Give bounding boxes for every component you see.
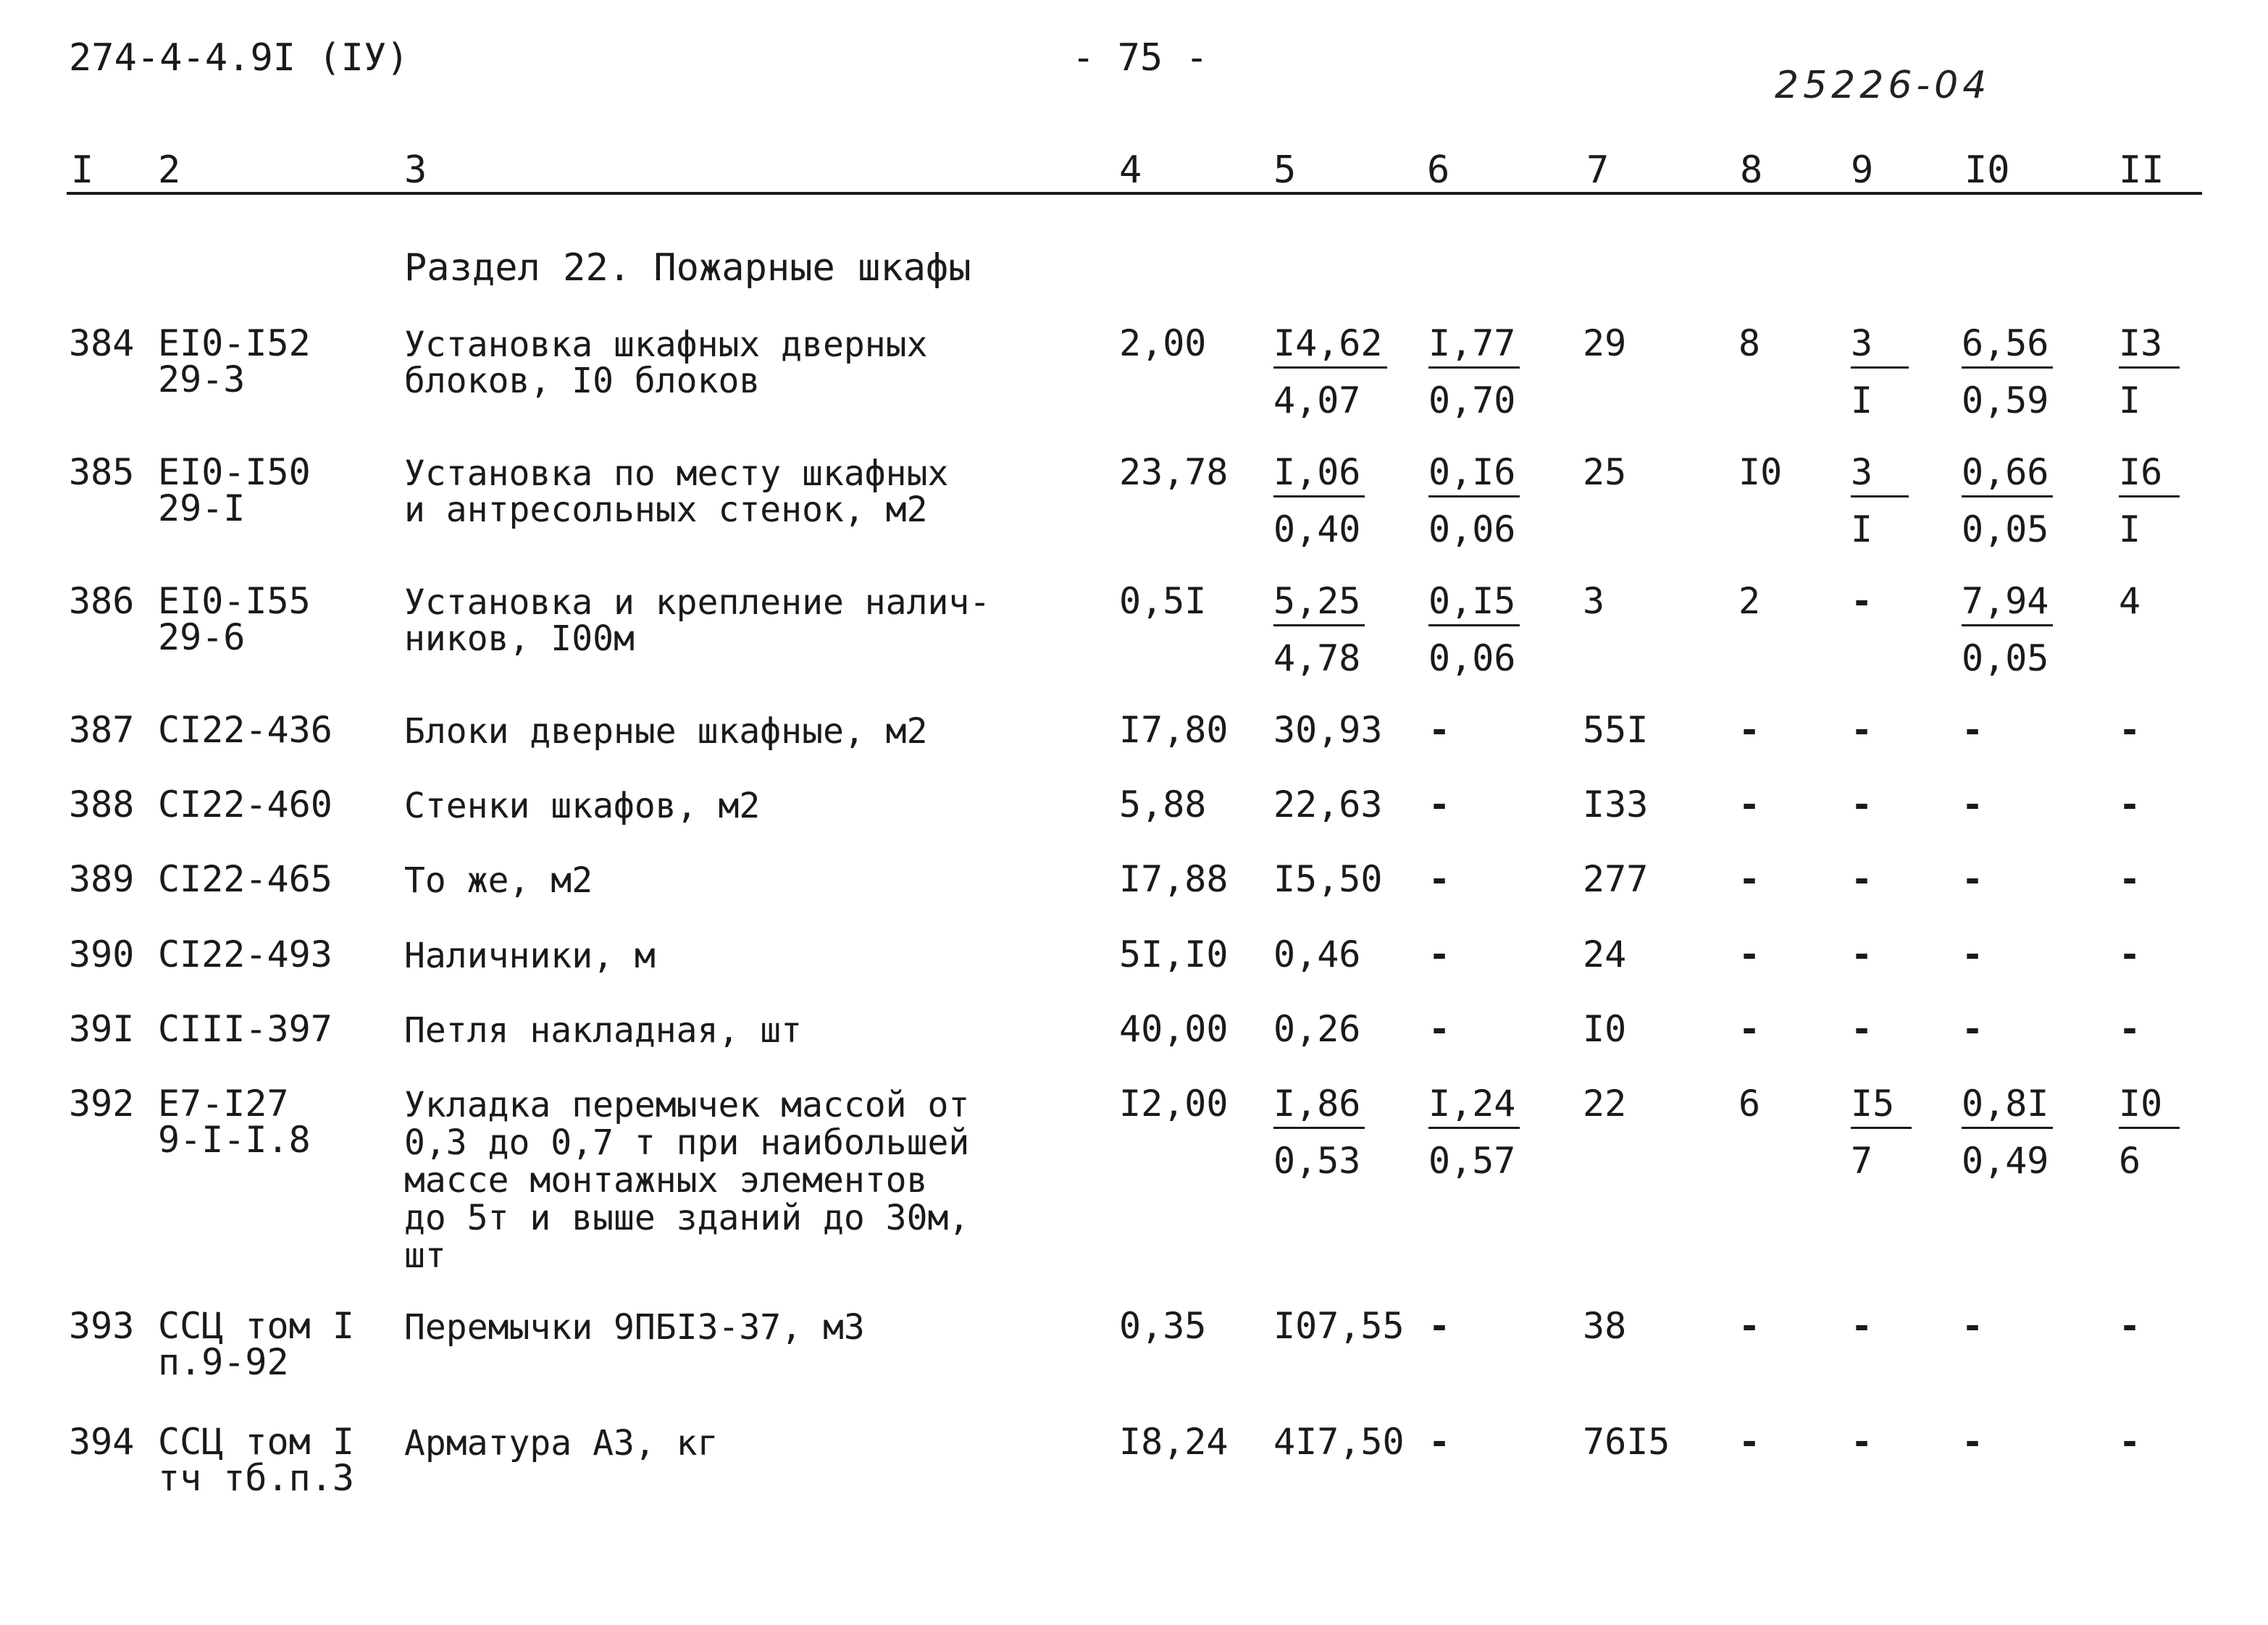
row-description-line: Блоки дверные шкафные, м2 bbox=[404, 711, 928, 752]
fraction-numerator: I,06 bbox=[1273, 453, 1365, 497]
fraction-denominator: 4,78 bbox=[1273, 637, 1361, 679]
row-number: 385 bbox=[69, 451, 135, 493]
fraction-numerator: 0,I6 bbox=[1428, 453, 1520, 497]
fraction-numerator: I,24 bbox=[1428, 1085, 1520, 1129]
document-code: 274-4-4.9I (IУ) bbox=[69, 36, 409, 80]
fraction-numerator: I3 bbox=[2119, 324, 2180, 369]
row-description-line: до 5т и выше зданий до 30м, bbox=[404, 1198, 970, 1238]
cell-col4: 5I,I0 bbox=[1119, 933, 1229, 975]
cell-col11: - bbox=[2119, 933, 2141, 975]
row-number: 393 bbox=[69, 1305, 135, 1347]
row-code-line: 29-6 bbox=[158, 616, 246, 658]
row-code-line: п.9-92 bbox=[158, 1341, 289, 1383]
cell-col10-fraction bbox=[1962, 324, 2053, 419]
cell-col5: I07,55 bbox=[1273, 1305, 1405, 1347]
column-header: 7 bbox=[1586, 148, 1610, 192]
cell-col9: - bbox=[1851, 580, 1873, 622]
cell-col8: - bbox=[1738, 784, 1761, 826]
fraction-denominator: I bbox=[1851, 508, 1873, 550]
header-rule bbox=[67, 192, 2202, 195]
cell-col6: - bbox=[1428, 1305, 1451, 1347]
row-description-line: ников, I00м bbox=[404, 618, 635, 659]
fraction-denominator: I bbox=[2119, 379, 2141, 421]
fraction-numerator: 5,25 bbox=[1273, 582, 1365, 626]
cell-col7: 29 bbox=[1583, 322, 1627, 364]
cell-col11-fraction bbox=[2119, 324, 2180, 419]
column-header: 2 bbox=[158, 148, 181, 192]
cell-col9: - bbox=[1851, 933, 1873, 975]
cell-col7: I0 bbox=[1583, 1008, 1627, 1050]
cell-col11: - bbox=[2119, 709, 2141, 751]
row-code-line: EI0-I52 bbox=[158, 322, 311, 364]
cell-col9-fraction bbox=[1851, 453, 1909, 548]
cell-col7: 277 bbox=[1583, 858, 1649, 900]
row-description-line: Наличники, м bbox=[404, 936, 656, 976]
fraction-numerator: 7,94 bbox=[1962, 582, 2053, 626]
cell-col9: - bbox=[1851, 709, 1873, 751]
cell-col7: 38 bbox=[1583, 1305, 1627, 1347]
cell-col8: 8 bbox=[1738, 322, 1761, 364]
column-header: 8 bbox=[1740, 148, 1763, 192]
cell-col8: 6 bbox=[1738, 1083, 1761, 1125]
cell-col9: - bbox=[1851, 784, 1873, 826]
column-header: 4 bbox=[1119, 148, 1142, 192]
row-code-line: CI22-465 bbox=[158, 858, 332, 900]
row-number: 394 bbox=[69, 1421, 135, 1463]
cell-col4: 40,00 bbox=[1119, 1008, 1229, 1050]
cell-col8: - bbox=[1738, 709, 1761, 751]
column-header: 3 bbox=[404, 148, 427, 192]
cell-col4: I7,80 bbox=[1119, 709, 1229, 751]
fraction-denominator: 0,53 bbox=[1273, 1140, 1361, 1182]
row-description-line: То же, м2 bbox=[404, 860, 593, 901]
cell-col8: 2 bbox=[1738, 580, 1761, 622]
cell-col10: - bbox=[1962, 933, 1984, 975]
cell-col4: 23,78 bbox=[1119, 451, 1229, 493]
cell-col5: 4I7,50 bbox=[1273, 1421, 1405, 1463]
cell-col9: - bbox=[1851, 1421, 1873, 1463]
row-code-line: 29-3 bbox=[158, 358, 246, 400]
row-description-line: 0,3 до 0,7 т при наибольшей bbox=[404, 1122, 970, 1163]
handwritten-code: 25226-04 bbox=[1775, 64, 1991, 107]
row-description-line: Перемычки 9ПБI3-37, м3 bbox=[404, 1307, 865, 1348]
row-number: 39I bbox=[69, 1008, 135, 1050]
fraction-denominator: 4,07 bbox=[1273, 379, 1361, 421]
cell-col4: 5,88 bbox=[1119, 784, 1207, 826]
cell-col5-fraction bbox=[1273, 324, 1387, 419]
cell-col8: - bbox=[1738, 1305, 1761, 1347]
cell-col11-fraction bbox=[2119, 453, 2180, 548]
cell-col7: 25 bbox=[1583, 451, 1627, 493]
row-description-line: Установка шкафных дверных bbox=[404, 324, 928, 365]
row-description-line: Петля накладная, шт bbox=[404, 1010, 803, 1051]
cell-col6-fraction bbox=[1428, 1085, 1520, 1180]
cell-col11: - bbox=[2119, 1008, 2141, 1050]
cell-col10: - bbox=[1962, 858, 1984, 900]
cell-col7: 76I5 bbox=[1583, 1421, 1670, 1463]
fraction-numerator: I4,62 bbox=[1273, 324, 1387, 369]
row-number: 384 bbox=[69, 322, 135, 364]
cell-col11: - bbox=[2119, 1305, 2141, 1347]
fraction-numerator: I6 bbox=[2119, 453, 2180, 497]
fraction-denominator: 0,59 bbox=[1962, 379, 2049, 421]
fraction-numerator: 6,56 bbox=[1962, 324, 2053, 369]
row-code-line: CI22-493 bbox=[158, 933, 332, 975]
cell-col8: - bbox=[1738, 1008, 1761, 1050]
column-header: 5 bbox=[1273, 148, 1297, 192]
cell-col6-fraction bbox=[1428, 453, 1520, 548]
fraction-numerator: I5 bbox=[1851, 1085, 1912, 1129]
row-number: 392 bbox=[69, 1083, 135, 1125]
cell-col4: I7,88 bbox=[1119, 858, 1229, 900]
row-description-line: Укладка перемычек массой от bbox=[404, 1085, 970, 1125]
cell-col6: - bbox=[1428, 858, 1451, 900]
cell-col10: - bbox=[1962, 1305, 1984, 1347]
cell-col7: 22 bbox=[1583, 1083, 1627, 1125]
cell-col10-fraction bbox=[1962, 582, 2053, 677]
fraction-numerator: 3 bbox=[1851, 324, 1909, 369]
cell-col9-fraction bbox=[1851, 1085, 1912, 1180]
cell-col10: - bbox=[1962, 1421, 1984, 1463]
row-number: 388 bbox=[69, 784, 135, 826]
row-code-line: EI0-I50 bbox=[158, 451, 311, 493]
cell-col7: 55I bbox=[1583, 709, 1649, 751]
cell-col10: - bbox=[1962, 1008, 1984, 1050]
cell-col10: - bbox=[1962, 784, 1984, 826]
cell-col4: 2,00 bbox=[1119, 322, 1207, 364]
row-code-line: 9-I-I.8 bbox=[158, 1119, 311, 1161]
cell-col5-fraction bbox=[1273, 453, 1365, 548]
fraction-numerator: I,77 bbox=[1428, 324, 1520, 369]
cell-col6-fraction bbox=[1428, 582, 1520, 677]
row-code-line: ССЦ том I bbox=[158, 1305, 354, 1347]
row-code-line: CI22-436 bbox=[158, 709, 332, 751]
cell-col9: - bbox=[1851, 858, 1873, 900]
row-code-line: ССЦ том I bbox=[158, 1421, 354, 1463]
cell-col11: - bbox=[2119, 1421, 2141, 1463]
cell-col4: I8,24 bbox=[1119, 1421, 1229, 1463]
row-description-line: Арматура А3, кг bbox=[404, 1423, 719, 1464]
cell-col7: 3 bbox=[1583, 580, 1605, 622]
cell-col11: - bbox=[2119, 784, 2141, 826]
cell-col4: I2,00 bbox=[1119, 1083, 1229, 1125]
column-header: 9 bbox=[1851, 148, 1874, 192]
section-title: Раздел 22. Пожарные шкафы bbox=[404, 246, 971, 290]
cell-col5-fraction bbox=[1273, 1085, 1365, 1180]
row-code-line: 29-I bbox=[158, 487, 246, 529]
cell-col10-fraction bbox=[1962, 1085, 2053, 1180]
row-code-line: тч тб.п.3 bbox=[158, 1457, 354, 1499]
cell-col5-fraction bbox=[1273, 582, 1365, 677]
cell-col5: 0,46 bbox=[1273, 933, 1361, 975]
fraction-numerator: I,86 bbox=[1273, 1085, 1365, 1129]
row-code-line: CIII-397 bbox=[158, 1008, 332, 1050]
cell-col7: I33 bbox=[1583, 784, 1649, 826]
cell-col10-fraction bbox=[1962, 453, 2053, 548]
cell-col5: 0,26 bbox=[1273, 1008, 1361, 1050]
cell-col9-fraction bbox=[1851, 324, 1909, 419]
cell-col6: - bbox=[1428, 1008, 1451, 1050]
cell-col9: - bbox=[1851, 1008, 1873, 1050]
cell-col5: 22,63 bbox=[1273, 784, 1383, 826]
row-code-line: CI22-460 bbox=[158, 784, 332, 826]
cell-col6: - bbox=[1428, 1421, 1451, 1463]
row-code-line: E7-I27 bbox=[158, 1083, 289, 1125]
cell-col11-fraction bbox=[2119, 1085, 2180, 1180]
row-number: 386 bbox=[69, 580, 135, 622]
cell-col8: - bbox=[1738, 1421, 1761, 1463]
row-description-line: блоков, I0 блоков bbox=[404, 361, 761, 401]
fraction-denominator: 0,06 bbox=[1428, 508, 1516, 550]
fraction-numerator: 0,66 bbox=[1962, 453, 2053, 497]
cell-col6: - bbox=[1428, 933, 1451, 975]
row-number: 390 bbox=[69, 933, 135, 975]
row-description-line: шт bbox=[404, 1235, 446, 1276]
column-header: II bbox=[2119, 148, 2164, 192]
cell-col6: - bbox=[1428, 709, 1451, 751]
cell-col5: I5,50 bbox=[1273, 858, 1383, 900]
cell-col6: - bbox=[1428, 784, 1451, 826]
row-description-line: массе монтажных элементов bbox=[404, 1160, 928, 1201]
fraction-denominator: 6 bbox=[2119, 1140, 2141, 1182]
cell-col8: - bbox=[1738, 933, 1761, 975]
cell-col7: 24 bbox=[1583, 933, 1627, 975]
row-description-line: и антресольных стенок, м2 bbox=[404, 490, 928, 530]
fraction-denominator: 0,05 bbox=[1962, 508, 2049, 550]
fraction-denominator: 0,05 bbox=[1962, 637, 2049, 679]
column-header: I0 bbox=[1964, 148, 2010, 192]
column-header: 6 bbox=[1427, 148, 1450, 192]
cell-col11: - bbox=[2119, 858, 2141, 900]
cell-col5: 30,93 bbox=[1273, 709, 1383, 751]
cell-col4: 0,35 bbox=[1119, 1305, 1207, 1347]
fraction-numerator: 3 bbox=[1851, 453, 1909, 497]
column-header: I bbox=[71, 148, 94, 192]
fraction-denominator: 0,70 bbox=[1428, 379, 1516, 421]
fraction-denominator: 0,06 bbox=[1428, 637, 1516, 679]
row-number: 389 bbox=[69, 858, 135, 900]
fraction-denominator: 0,57 bbox=[1428, 1140, 1516, 1182]
fraction-numerator: I0 bbox=[2119, 1085, 2180, 1129]
cell-col6-fraction bbox=[1428, 324, 1520, 419]
page-number: - 75 - bbox=[1072, 36, 1208, 80]
cell-col8: - bbox=[1738, 858, 1761, 900]
row-code-line: EI0-I55 bbox=[158, 580, 311, 622]
fraction-numerator: 0,8I bbox=[1962, 1085, 2053, 1129]
fraction-denominator: I bbox=[1851, 379, 1873, 421]
fraction-denominator: 0,40 bbox=[1273, 508, 1361, 550]
cell-col11: 4 bbox=[2119, 580, 2141, 622]
cell-col8: I0 bbox=[1738, 451, 1783, 493]
fraction-denominator: I bbox=[2119, 508, 2141, 550]
cell-col9: - bbox=[1851, 1305, 1873, 1347]
row-description-line: Стенки шкафов, м2 bbox=[404, 786, 761, 826]
fraction-numerator: 0,I5 bbox=[1428, 582, 1520, 626]
row-number: 387 bbox=[69, 709, 135, 751]
fraction-denominator: 0,49 bbox=[1962, 1140, 2049, 1182]
row-description-line: Установка и крепление налич- bbox=[404, 582, 991, 623]
row-description-line: Установка по месту шкафных bbox=[404, 453, 949, 494]
cell-col4: 0,5I bbox=[1119, 580, 1207, 622]
fraction-denominator: 7 bbox=[1851, 1140, 1873, 1182]
cell-col10: - bbox=[1962, 709, 1984, 751]
